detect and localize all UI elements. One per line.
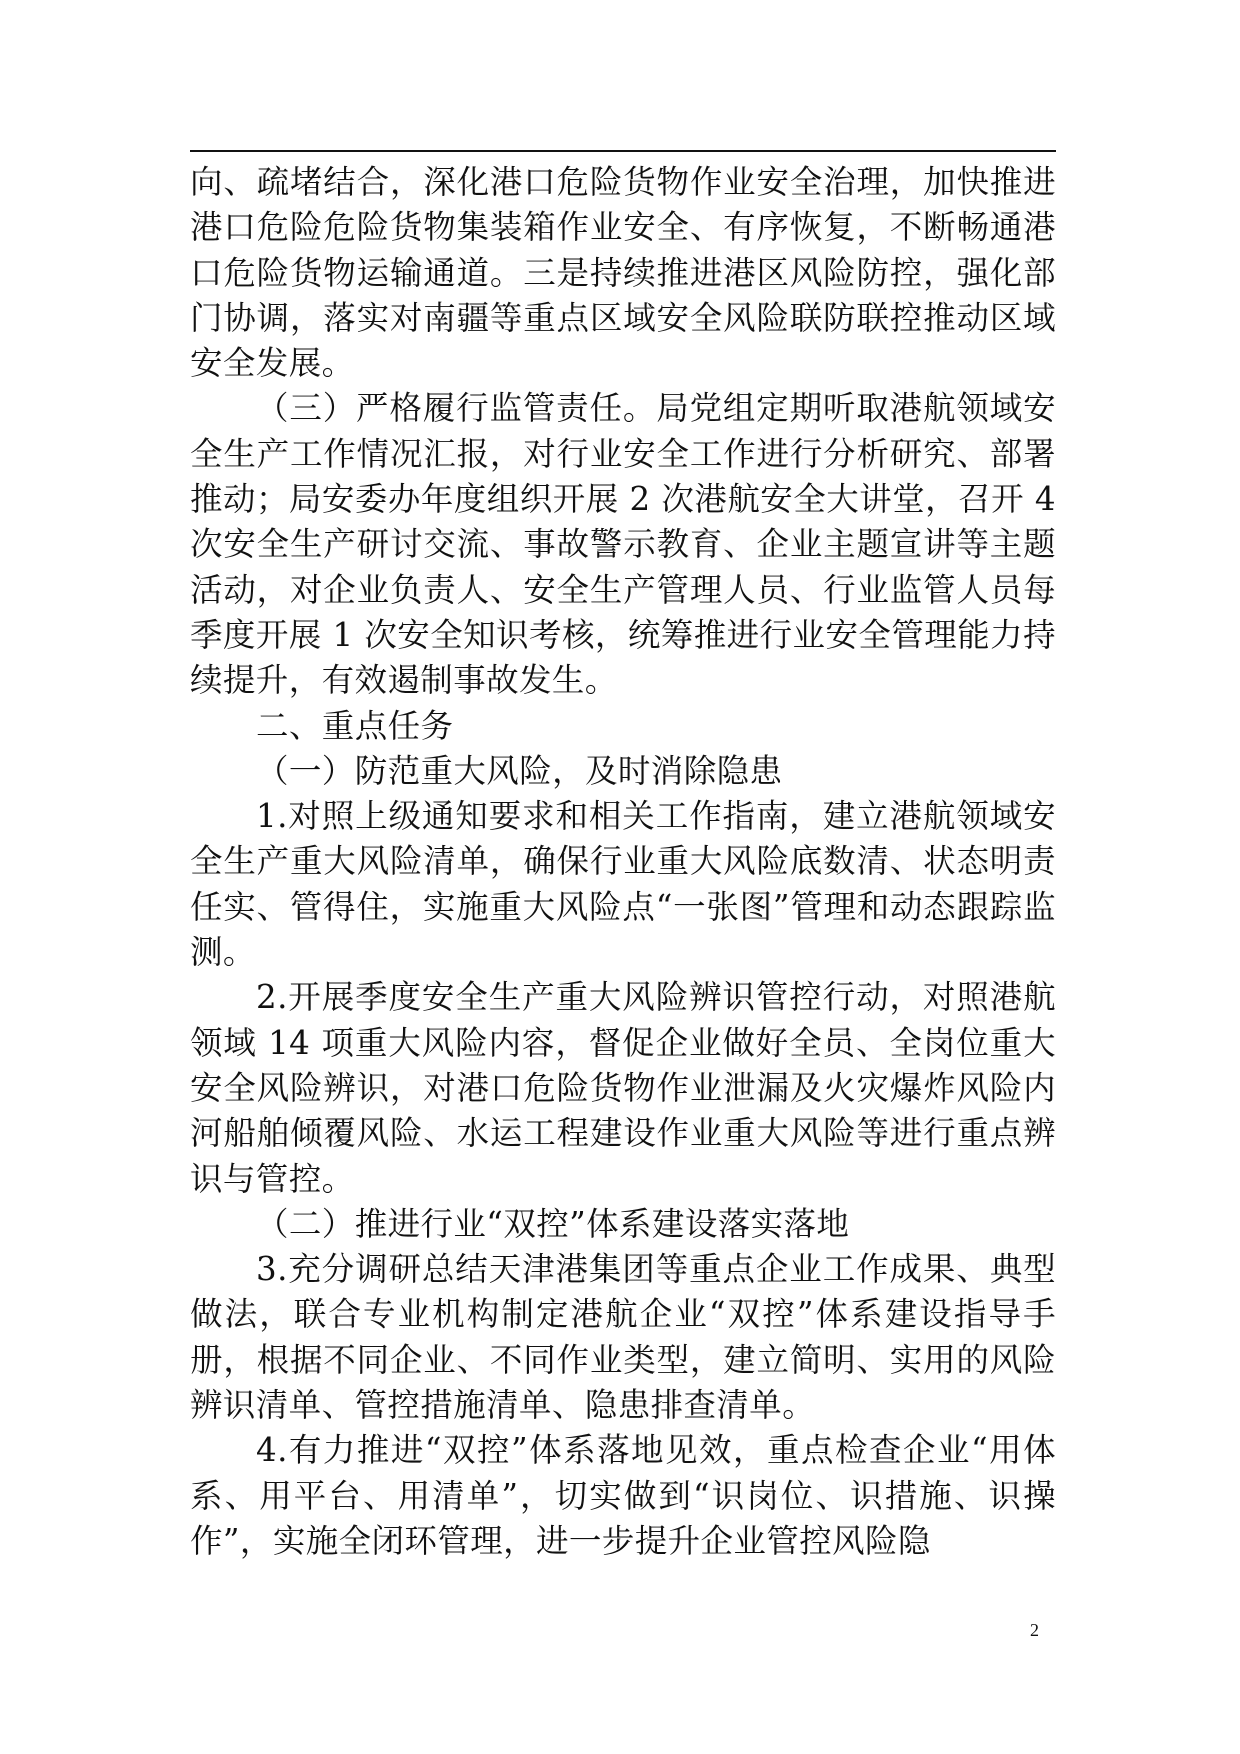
page-number: 2	[1030, 1620, 1039, 1640]
subsection-heading-1: （一）防范重大风险，及时消除隐患	[256, 751, 783, 790]
paragraph-item-3: 3.充分调研总结天津港集团等重点企业工作成果、典型做法，联合专业机构制定港航企业“双控”体系建设指导手册，根据不同企业、不同作业类型，建立简明、实用的风险辨识清单、管控措施清单、隐患排查清单。	[190, 1250, 1056, 1425]
paragraph-item-1: 1.对照上级通知要求和相关工作指南，建立港航领域安全生产重大风险清单，确保行业重大风险底数清、状态明责任实、管得住，实施重大风险点“一张图”管理和动态跟踪监测。	[190, 797, 1056, 972]
document-body	[190, 160, 1056, 1564]
paragraph-item-2: 2.开展季度安全生产重大风险辨识管控行动，对照港航领域 14 项重大风险内容，督促企业做好全员、全岗位重大安全风险辨识，对港口危险货物作业泄漏及火灾爆炸风险内河船舶倾覆风险、水运工程建设作业重大风险等进行重点辨识与管控。	[190, 978, 1056, 1198]
paragraph-2: （三）严格履行监管责任。局党组定期听取港航领域安全生产工作情况汇报，对行业安全工作进行分析研究、部署推动；局安委办年度组织开展 2 次港航安全大讲堂，召开 4 次安全生产研讨交流、事故警示教育、企业主题宣讲等主题活动，对企业负责人、安全生产管理人员、行业监管人员每季度开展 1 次安全知识考核，统筹推进行业安全管理能力持续提升，有效遏制事故发生。	[190, 389, 1056, 700]
paragraph-item-4: 4.有力推进“双控”体系落地见效，重点检查企业“用体系、用平台、用清单”，切实做到“识岗位、识措施、识操作”，实施全闭环管理，进一步提升企业管控风险隐	[190, 1431, 1056, 1560]
header-rule	[190, 150, 1056, 152]
paragraph-1: 向、疏堵结合，深化港口危险货物作业安全治理，加快推进港口危险危险货物集装箱作业安全、有序恢复，不断畅通港口危险货物运输通道。三是持续推进港区风险防控，强化部门协调，落实对南疆等重点区域安全风险联防联控推动区域安全发展。	[190, 163, 1056, 383]
subsection-heading-2: （二）推进行业“双控”体系建设落实落地	[256, 1204, 850, 1243]
section-heading-key-tasks: 二、重点任务	[256, 706, 454, 745]
